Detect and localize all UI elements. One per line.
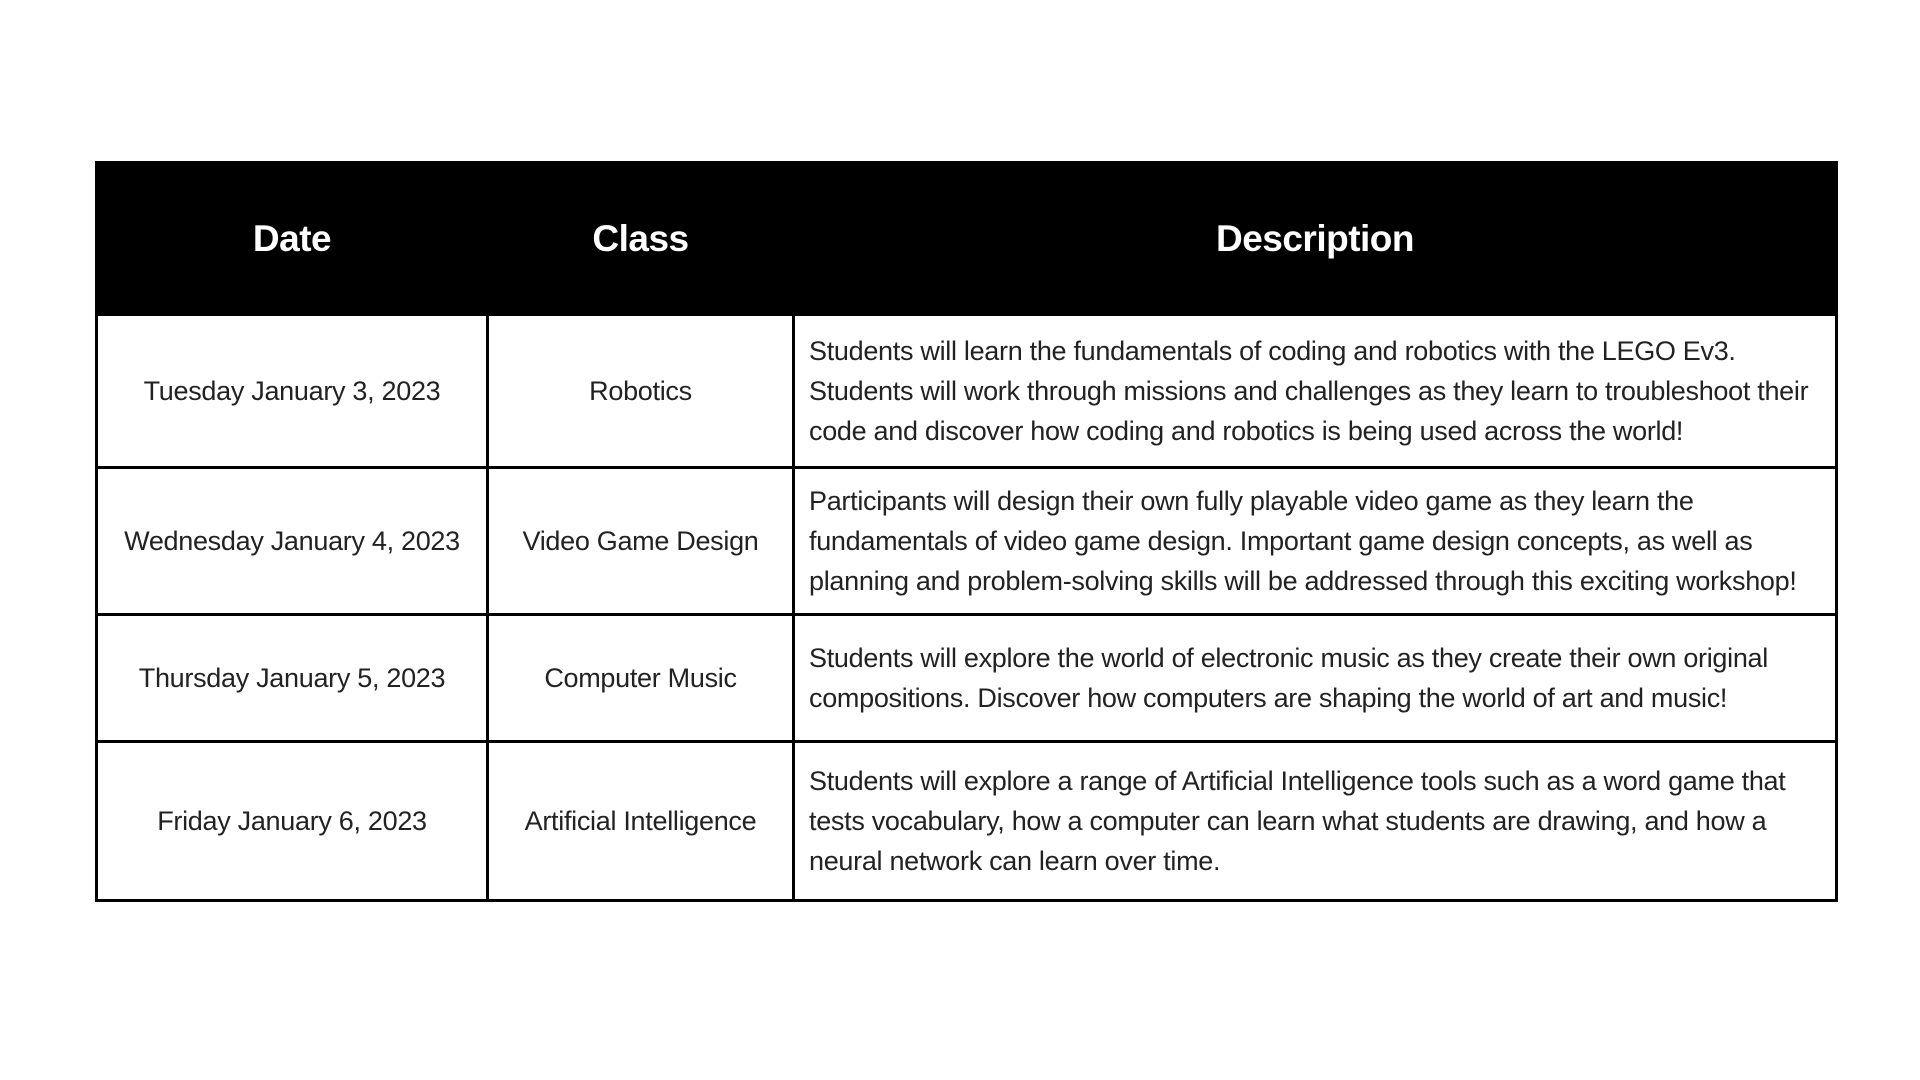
description-cell: Participants will design their own fully playable video game as they learn the fundamentals of video game design. Important game design concepts, as well as planning and problem-solving skills will be addressed through this exciting workshop! bbox=[794, 468, 1837, 615]
date-cell: Thursday January 5, 2023 bbox=[97, 615, 488, 742]
description-cell: Students will explore a range of Artificial Intelligence tools such as a word game that tests vocabulary, how a computer can learn what students are drawing, and how a neural network can learn over time. bbox=[794, 742, 1837, 901]
date-cell: Friday January 6, 2023 bbox=[97, 742, 488, 901]
header-date: Date bbox=[97, 163, 488, 315]
table-row bbox=[97, 315, 1837, 468]
class-cell: Video Game Design bbox=[488, 468, 794, 615]
header-row bbox=[97, 163, 1837, 315]
header-class: Class bbox=[488, 163, 794, 315]
table-header bbox=[97, 163, 1837, 315]
description-cell: Students will learn the fundamentals of coding and robotics with the LEGO Ev3. Students will work through missions and challenges as they learn to troubleshoot their code and discover how coding and robotics is being used across the world! bbox=[794, 315, 1837, 468]
class-cell: Artificial Intelligence bbox=[488, 742, 794, 901]
header-description: Description bbox=[794, 163, 1837, 315]
class-cell: Computer Music bbox=[488, 615, 794, 742]
date-cell: Wednesday January 4, 2023 bbox=[97, 468, 488, 615]
description-cell: Students will explore the world of electronic music as they create their own original compositions. Discover how computers are shaping the world of art and music! bbox=[794, 615, 1837, 742]
table-row bbox=[97, 742, 1837, 901]
date-cell: Tuesday January 3, 2023 bbox=[97, 315, 488, 468]
table-body bbox=[97, 315, 1837, 901]
table-row bbox=[97, 468, 1837, 615]
table-row bbox=[97, 615, 1837, 742]
schedule-table bbox=[95, 161, 1838, 902]
class-cell: Robotics bbox=[488, 315, 794, 468]
